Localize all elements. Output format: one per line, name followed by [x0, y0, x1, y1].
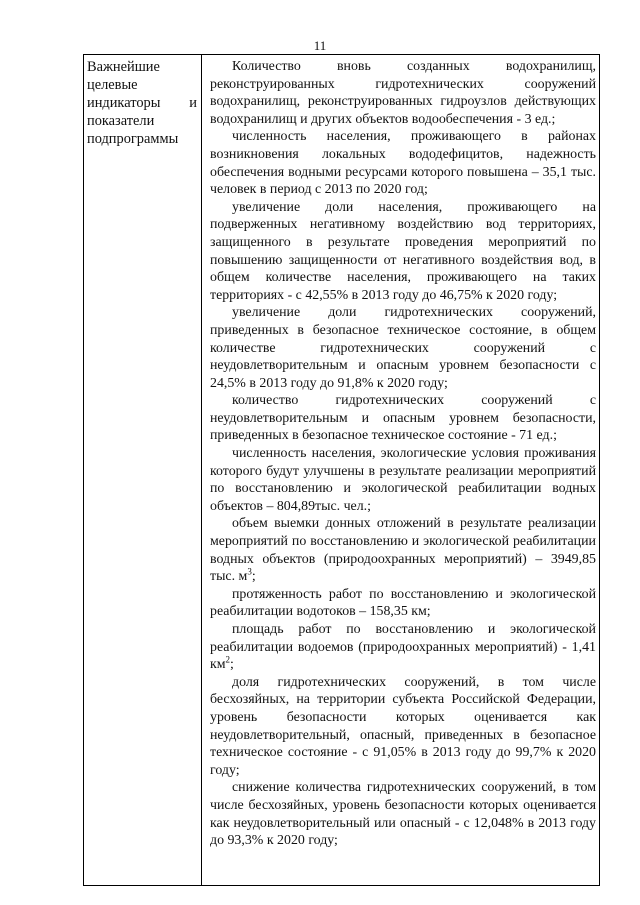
indicator-tail: ; [251, 569, 256, 585]
indicator-item [210, 304, 596, 392]
indicator-item [210, 621, 596, 674]
indicator-text: объем выемки донных отложений в результате реализации мероприятий по восстановлению и экологической реабилитации водных объектов (природоохранных мероприятий) – 3949,85 тыс. м [210, 516, 596, 585]
page-number: 11 [313, 38, 327, 53]
section-label-line: индикаторы и [87, 95, 197, 111]
indicator-text: Количество вновь созданных водохранилищ, реконструированных гидротехнических сооружений водохранилищ, реконструированных гидроузлов действующих водохранилищ и других объектов водообеспечения - 3 ед.; [210, 59, 596, 127]
indicator-text: численность населения, проживающего в районах возникновения локальных вододефицитов, надежность обеспечения водными ресурсами которого повышена – 35,1 тыс. человек в период с 2013 по 2020 год; [210, 129, 596, 198]
indicator-text: численность населения, экологические условия проживания которого будут улучшены в результате реализации мероприятий по восстановлению и экологической реабилитации водных объектов – 804,89тыс. чел.; [210, 446, 596, 514]
indicator-text: площадь работ по восстановлению и экологической реабилитации водоемов (природоохранных мероприятий) - 1,41 км [210, 622, 596, 673]
indicator-text: доля гидротехнических сооружений, в том числе бесхозяйных, на территории субъекта Российской Федерации, уровень безопасности которых оценивается как неудовлетворительный, опасный, приведенных в безопасное техническое состояние - с 91,05% в 2013 году до 99,7% к 2020 году; [210, 674, 596, 778]
indicators-table [83, 54, 600, 886]
indicator-tail: ; [230, 657, 234, 673]
section-label-line: Важнейшие [87, 59, 160, 75]
indicator-text: увеличение доли гидротехнических сооружений, приведенных в безопасное техническое состояние, в общем количестве гидротехнических сооружений с неудовлетворительным и опасным уровнем безопасности с 24,5% в 2013 году до 91,8% к 2020 году; [210, 305, 596, 391]
unit-exponent: 3 [247, 566, 252, 577]
indicator-text: количество гидротехнических сооружений с неудовлетворительным и опасным уровнем безопасности, приведенных в безопасное техническое состояние - 71 ед.; [210, 393, 596, 444]
section-label-line: подпрограммы [87, 131, 179, 147]
indicator-text: увеличение доли населения, проживающего на подверженных негативному воздействию вод территориях, защищенного в результате проведения мероприятий по повышению защищенности от негативного воздействия вод, в общем количестве населения, проживающего на таких территориях - с 42,55% в 2013 году до 46,75% к 2020 году; [210, 199, 596, 303]
indicator-item [210, 586, 596, 621]
indicator-item [210, 779, 596, 849]
indicator-item [210, 515, 596, 585]
indicator-item [210, 199, 596, 305]
indicator-item [210, 58, 596, 128]
indicators-content-cell [202, 55, 599, 885]
indicator-item [210, 128, 596, 198]
indicator-item [210, 445, 596, 515]
section-label-line: показатели [87, 113, 155, 129]
section-label-line: целевые [87, 77, 138, 93]
indicator-text: снижение количества гидротехнических сооружений, в том числе бесхозяйных, уровень безопасности которых оценивается как неудовлетворительный или опасный - с 12,048% в 2013 году до 93,3% к 2020 году; [210, 780, 596, 849]
indicator-item [210, 674, 596, 780]
unit-exponent: 2 [225, 654, 231, 665]
indicator-item [210, 392, 596, 445]
section-label-cell [84, 55, 202, 885]
indicator-text: протяженность работ по восстановлению и экологической реабилитации водотоков – 158,35 км; [210, 586, 596, 620]
